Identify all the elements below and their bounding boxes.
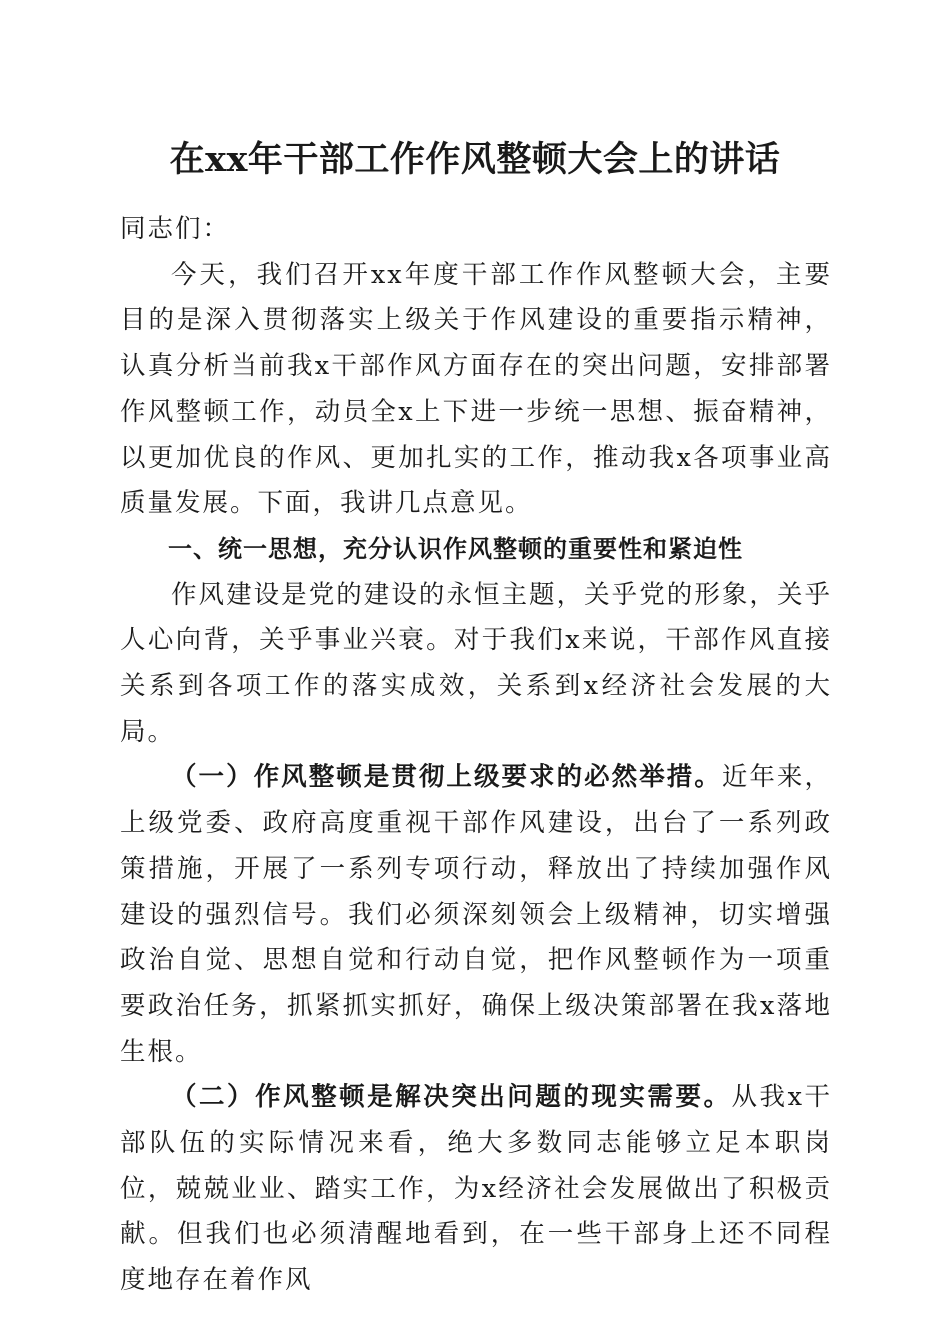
subsection-1-paragraph — [120, 755, 832, 1075]
subsection-1-text: 近年来，上级党委、政府高度重视干部作风建设，出台了一系列政策措施，开展了一系列专项行动，释放出了持续加强作风建设的强烈信号。我们必须深刻领会上级精神，切实增强政治自觉、思想自觉和行动自觉，把作风整顿作为一项重要政治任务，抓紧抓实抓好，确保上级决策部署在我x落地生根。 — [120, 762, 832, 1067]
salutation: 同志们： — [120, 214, 231, 244]
intro-paragraph: 今天，我们召开xx年度干部工作作风整顿大会，主要目的是深入贯彻落实上级关于作风建设的重要指示精神，认真分析当前我x干部作风方面存在的突出问题，安排部署作风整顿工作，动员全x上下进一步统一思想、振奋精神，以更加优良的作风、更加扎实的工作，推动我x各项事业高质量发展。下面，我讲几点意见。 — [120, 259, 832, 519]
subsection-2-text: 从我x干部队伍的实际情况来看，绝大多数同志能够立足本职岗位，兢兢业业、踏实工作，为x经济社会发展做出了积极贡献。但我们也必须清醒地看到，在一些干部身上还不同程度地存在着作风 — [120, 1082, 832, 1296]
section-1-paragraph: 作风建设是党的建设的永恒主题，关乎党的形象，关乎人心向背，关乎事业兴衰。对于我们x来说，干部作风直接关系到各项工作的落实成效，关系到x经济社会发展的大局。 — [120, 579, 832, 747]
subsection-1-lead: （一）作风整顿是贯彻上级要求的必然举措。 — [171, 762, 722, 793]
subsection-2-paragraph — [120, 1075, 832, 1304]
section-heading-1: 一、统一思想，充分认识作风整顿的重要性和紧迫性 — [168, 534, 743, 563]
document-body — [120, 207, 832, 1304]
subsection-2-lead: （二）作风整顿是解决突出问题的现实需要。 — [171, 1082, 732, 1113]
document-title: 在xx年干部工作作风整顿大会上的讲话 — [169, 139, 781, 180]
